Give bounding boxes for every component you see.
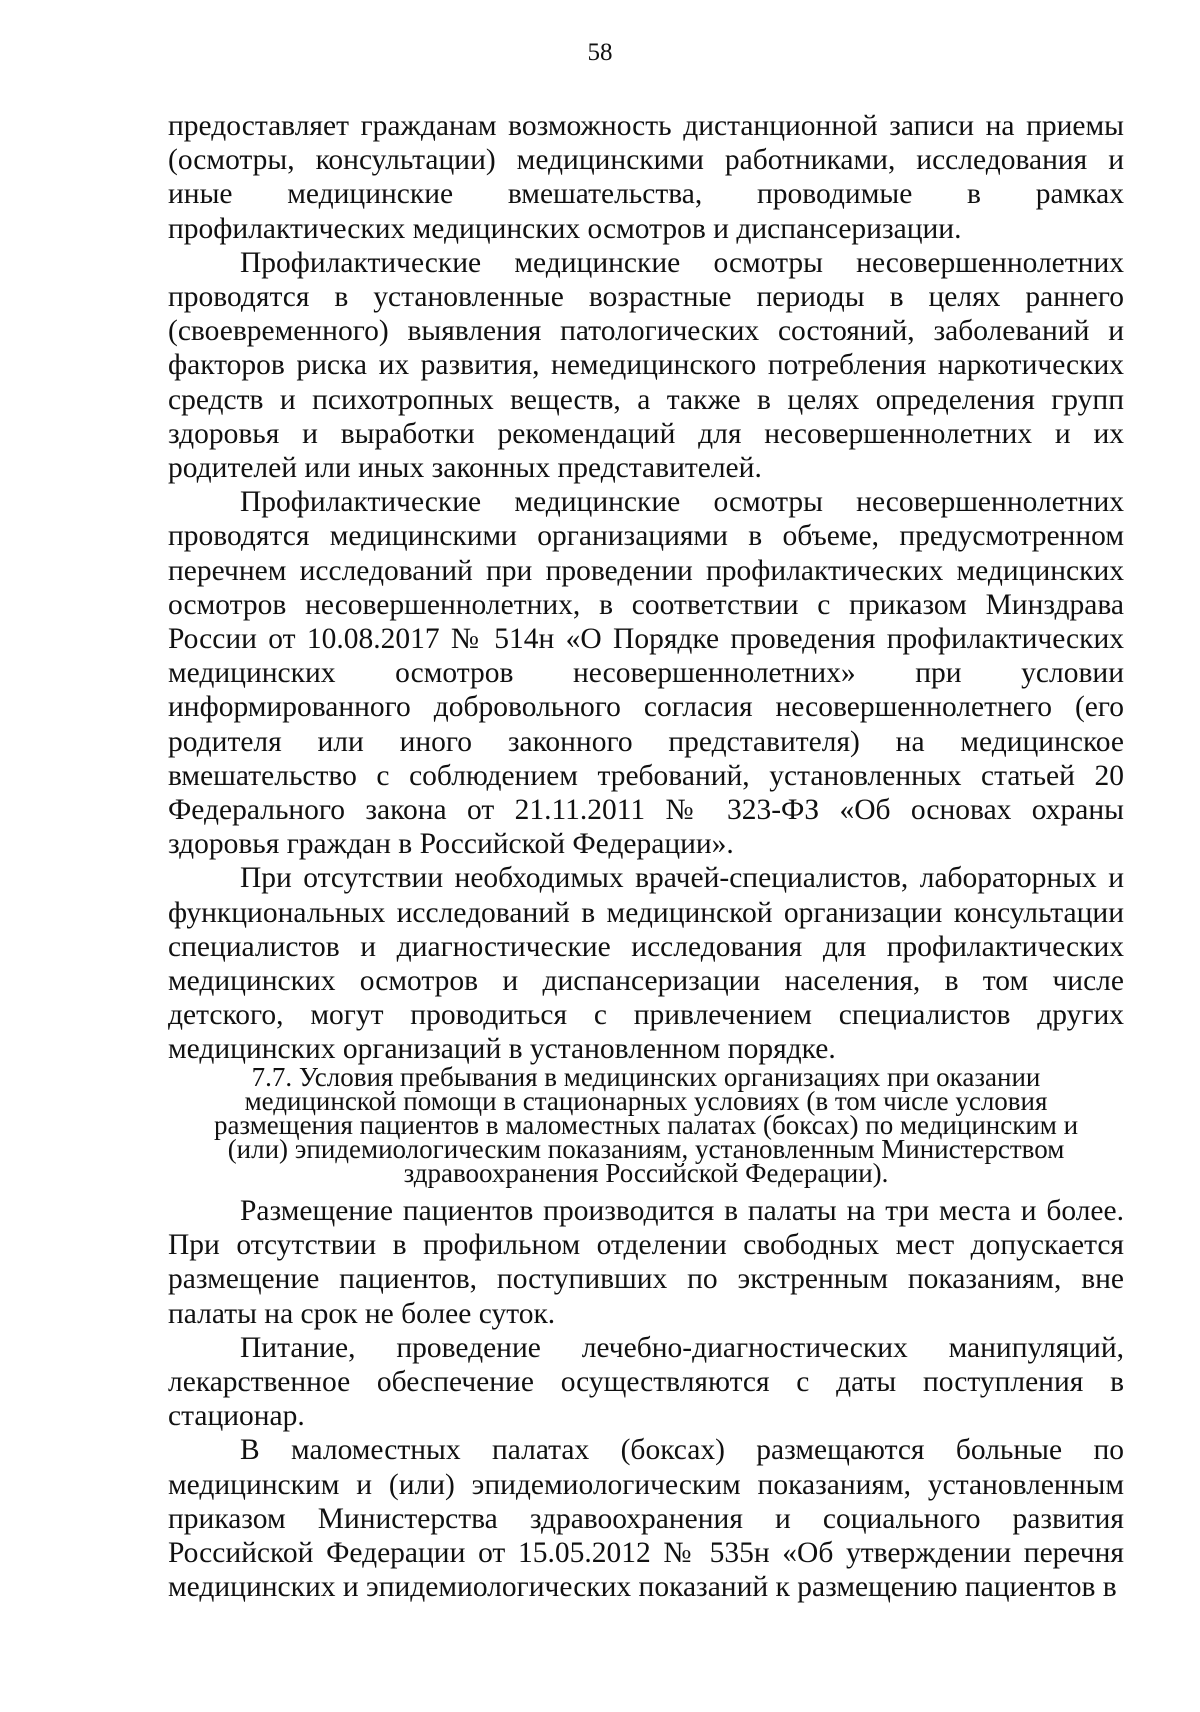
page-number: 58 — [587, 39, 613, 66]
paragraph: Размещение пациентов производится в палаты на три места и более. При отсутствии в профильном отделении свободных мест допускается размещение пациентов, поступивших по экстренным показаниям, вне палаты на срок не более суток. — [168, 1195, 1124, 1330]
heading-line: медицинской помощи в стационарных условиях (в том числе условия — [244, 1086, 1048, 1116]
paragraph: Профилактические медицинские осмотры несовершеннолетних проводятся в установленные возрастные периоды в целях раннего (своевременного) выявления патологических состояний, заболеваний и факторов риска их развития, немедицинского потребления наркотических средств и психотропных веществ, а также в целях определения групп здоровья и выработки рекомендаций для несовершеннолетних и их родителей или иных законных представителей. — [168, 246, 1124, 485]
paragraph: В маломестных палатах (боксах) размещаются больные по медицинским и (или) эпидемиологическим показаниям, установленным приказом Министерства здравоохранения и социального развития Российской Федерации от 15.05.2012 № 535н «Об утверждении перечня медицинских и эпидемиологических показаний к размещению пациентов в — [168, 1434, 1124, 1604]
text-block-before-heading — [168, 109, 1124, 1067]
paragraph: Питание, проведение лечебно-диагностических манипуляций, лекарственное обеспечение осуществляются с даты поступления в стационар. — [168, 1331, 1124, 1433]
heading-line: (или) эпидемиологическим показаниям, установленным Министерством — [227, 1134, 1065, 1164]
text-block-after-heading — [168, 1194, 1124, 1604]
paragraph: Профилактические медицинские осмотры несовершеннолетних проводятся медицинскими организациями в объеме, предусмотренном перечнем исследований при проведении профилактических медицинских осмотров несовершеннолетних, в соответствии с приказом Минздрава России от 10.08.2017 № 514н «О Порядке проведения профилактических медицинских осмотров несовершеннолетних» при условии информированного добровольного согласия несовершеннолетнего (его родителя или иного законного представителя) на медицинское вмешательство с соблюдением требований, установленных статьей 20 Федерального закона от 21.11.2011 № 323-ФЗ «Об основах охраны здоровья граждан в Российской Федерации». — [168, 486, 1124, 861]
heading-line: 7.7. Условия пребывания в медицинских организациях при оказании — [251, 1062, 1041, 1092]
paragraph: предоставляет гражданам возможность дистанционной записи на приемы (осмотры, консультации) медицинскими работниками, исследования и иные медицинские вмешательства, проводимые в рамках профилактических медицинских осмотров и диспансеризации. — [168, 110, 1124, 245]
section-heading — [168, 1062, 1124, 1188]
heading-line: размещения пациентов в маломестных палатах (боксах) по медицинским и — [213, 1110, 1079, 1140]
heading-line: здравоохранения Российской Федерации). — [403, 1158, 889, 1188]
paragraph: При отсутствии необходимых врачей-специалистов, лабораторных и функциональных исследований в медицинской организации консультации специалистов и диагностические исследования для профилактических медицинских осмотров и диспансеризации населения, в том числе детского, могут проводиться с привлечением специалистов других медицинских организаций в установленном порядке. — [168, 862, 1124, 1066]
